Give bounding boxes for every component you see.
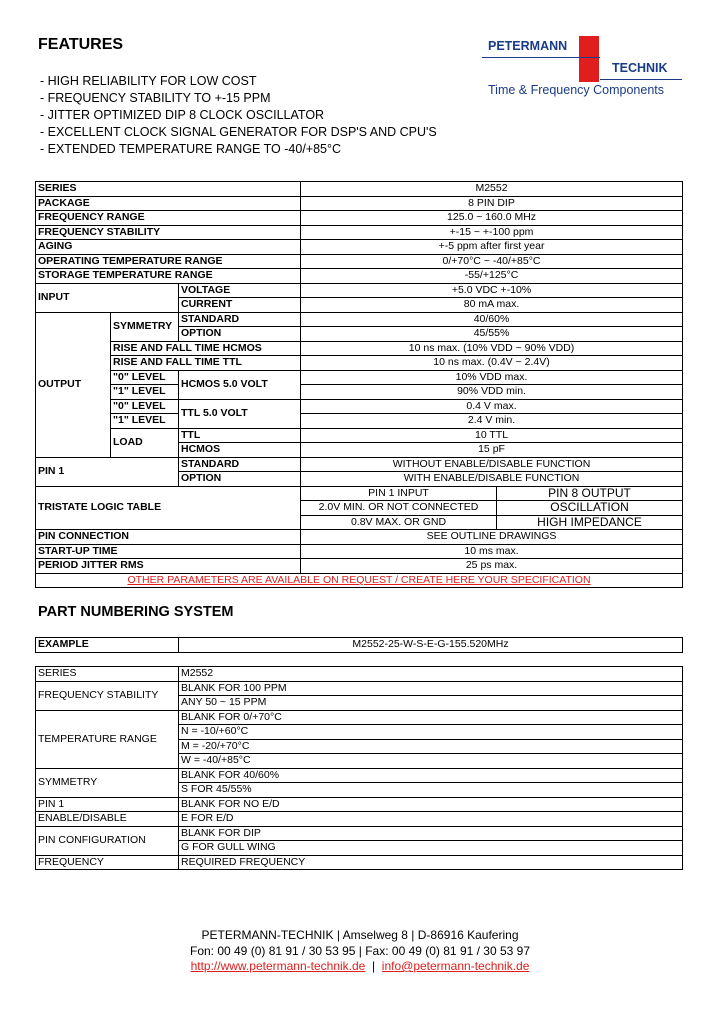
spec-label: RISE AND FALL TIME HCMOS xyxy=(111,341,301,356)
table-row xyxy=(36,710,683,725)
feature-item: - EXTENDED TEMPERATURE RANGE TO -40/+85°C xyxy=(40,142,342,156)
logo-line xyxy=(600,79,682,80)
spec-value: SEE OUTLINE DRAWINGS xyxy=(301,530,683,545)
footer-separator: | xyxy=(365,959,382,973)
table-row xyxy=(36,399,683,414)
footer xyxy=(0,928,720,975)
spec-value: 90% VDD min. xyxy=(301,385,683,400)
spec-value: +5.0 VDC +-10% xyxy=(301,283,683,298)
tristate-cell: 2.0V MIN. OR NOT CONNECTED xyxy=(301,501,497,516)
pn-value: BLANK FOR 100 PPM xyxy=(179,681,683,696)
spec-value: 2.4 V min. xyxy=(301,414,683,429)
logo-name-petermann: PETERMANN xyxy=(488,39,568,53)
spec-value: 10 TTL xyxy=(301,428,683,443)
table-row xyxy=(36,559,683,574)
spec-value: 10 ns max. (10% VDD ~ 90% VDD) xyxy=(301,341,683,356)
spec-value: 10 ms max. xyxy=(301,544,683,559)
table-row xyxy=(36,254,683,269)
spec-label: STORAGE TEMPERATURE RANGE xyxy=(36,269,301,284)
spec-value: 0/+70°C ~ -40/+85°C xyxy=(301,254,683,269)
spec-label: OPTION xyxy=(179,327,301,342)
footer-phone: Fon: 00 49 (0) 81 91 / 30 53 95 | Fax: 00 49 (0) 81 91 / 30 53 97 xyxy=(189,943,530,958)
other-parameters-link[interactable]: OTHER PARAMETERS ARE AVAILABLE ON REQUEST / CREATE HERE YOUR SPECIFICATION xyxy=(36,573,683,588)
spec-label: HCMOS 5.0 VOLT xyxy=(179,370,301,399)
part-numbering-title: PART NUMBERING SYSTEM xyxy=(38,604,234,620)
table-row xyxy=(36,211,683,226)
pn-value: REQUIRED FREQUENCY xyxy=(179,855,683,870)
spec-label: OPTION xyxy=(179,472,301,487)
spec-value: 0.4 V max. xyxy=(301,399,683,414)
features-list xyxy=(40,73,437,158)
table-row xyxy=(36,182,683,197)
spec-label: VOLTAGE xyxy=(179,283,301,298)
table-row xyxy=(36,530,683,545)
pn-value: G FOR GULL WING xyxy=(179,841,683,856)
pn-label: SERIES xyxy=(36,667,179,682)
spec-table xyxy=(35,181,683,588)
example-value: M2552-25-W-S-E-G-155.520MHz xyxy=(179,638,683,653)
feature-item: - EXCELLENT CLOCK SIGNAL GENERATOR FOR DSP'S AND CPU'S xyxy=(40,125,437,139)
pn-label: FREQUENCY STABILITY xyxy=(36,681,179,710)
table-row xyxy=(36,797,683,812)
website-link[interactable]: http://www.petermann-technik.de xyxy=(190,959,366,973)
table-row xyxy=(36,826,683,841)
table-row xyxy=(36,573,683,588)
spec-level-label: "0" LEVEL xyxy=(111,399,179,414)
pn-value: E FOR E/D xyxy=(179,812,683,827)
table-row xyxy=(36,283,683,298)
pn-value: M = -20/+70°C xyxy=(179,739,683,754)
feature-item: - FREQUENCY STABILITY TO +-15 PPM xyxy=(40,91,271,105)
pn-value: M2552 xyxy=(179,667,683,682)
logo-name-technik: TECHNIK xyxy=(612,61,668,75)
feature-item: - JITTER OPTIMIZED DIP 8 CLOCK OSCILLATOR xyxy=(40,108,325,122)
pn-label: PIN 1 xyxy=(36,797,179,812)
table-row xyxy=(36,240,683,255)
spec-value: 125.0 ~ 160.0 MHz xyxy=(301,211,683,226)
table-row xyxy=(36,812,683,827)
spec-level-label: "1" LEVEL xyxy=(111,385,179,400)
pn-label: TEMPERATURE RANGE xyxy=(36,710,179,768)
spec-label: PIN CONNECTION xyxy=(36,530,301,545)
table-row xyxy=(36,196,683,211)
example-table xyxy=(35,637,683,653)
table-row xyxy=(36,544,683,559)
table-row xyxy=(36,428,683,443)
table-row xyxy=(36,486,683,501)
tristate-header: PIN 1 INPUT xyxy=(301,486,497,501)
features-title: FEATURES xyxy=(38,36,124,53)
spec-label: AGING xyxy=(36,240,301,255)
table-row xyxy=(36,667,683,682)
spec-value: +-15 ~ +-100 ppm xyxy=(301,225,683,240)
pn-value: BLANK FOR 0/+70°C xyxy=(179,710,683,725)
spec-value: 10% VDD max. xyxy=(301,370,683,385)
spec-label: FREQUENCY STABILITY xyxy=(36,225,301,240)
pn-label: ENABLE/DISABLE xyxy=(36,812,179,827)
logo-tagline: Time & Frequency Components xyxy=(488,83,665,97)
spec-value: 80 mA max. xyxy=(301,298,683,313)
spec-label: HCMOS xyxy=(179,443,301,458)
table-row xyxy=(36,457,683,472)
spec-level-label: "1" LEVEL xyxy=(111,414,179,429)
spec-label: FREQUENCY RANGE xyxy=(36,211,301,226)
table-row xyxy=(36,638,683,653)
pn-value: W = -40/+85°C xyxy=(179,754,683,769)
footer-links xyxy=(0,959,720,975)
tristate-cell: OSCILLATION xyxy=(497,501,683,516)
spec-group-label: OUTPUT xyxy=(36,312,111,457)
table-row xyxy=(36,225,683,240)
part-number-table xyxy=(35,666,683,870)
table-row xyxy=(36,356,683,371)
tristate-cell: 0.8V MAX. OR GND xyxy=(301,515,497,530)
spec-value: M2552 xyxy=(301,182,683,197)
spec-group-label: TRISTATE LOGIC TABLE xyxy=(36,486,301,530)
pn-value: N = -10/+60°C xyxy=(179,725,683,740)
table-row xyxy=(36,414,683,429)
email-link[interactable]: info@petermann-technik.de xyxy=(381,959,530,973)
table-row xyxy=(36,269,683,284)
pn-label: SYMMETRY xyxy=(36,768,179,797)
spec-label: TTL 5.0 VOLT xyxy=(179,399,301,428)
spec-sub-label: SYMMETRY xyxy=(111,312,179,341)
pn-value: BLANK FOR 40/60% xyxy=(179,768,683,783)
spec-value: WITH ENABLE/DISABLE FUNCTION xyxy=(301,472,683,487)
spec-label: STANDARD xyxy=(179,457,301,472)
spec-value: 40/60% xyxy=(301,312,683,327)
example-label: EXAMPLE xyxy=(36,638,179,653)
spec-value: +-5 ppm after first year xyxy=(301,240,683,255)
spec-label: SERIES xyxy=(36,182,301,197)
pn-label: FREQUENCY xyxy=(36,855,179,870)
spec-label: START-UP TIME xyxy=(36,544,301,559)
table-row xyxy=(36,385,683,400)
spec-level-label: "0" LEVEL xyxy=(111,370,179,385)
spec-label: PERIOD JITTER RMS xyxy=(36,559,301,574)
spec-label: CURRENT xyxy=(179,298,301,313)
tristate-cell: HIGH IMPEDANCE xyxy=(497,515,683,530)
pn-value: BLANK FOR NO E/D xyxy=(179,797,683,812)
table-row xyxy=(36,312,683,327)
spec-value: 45/55% xyxy=(301,327,683,342)
table-row xyxy=(36,341,683,356)
pn-value: BLANK FOR DIP xyxy=(179,826,683,841)
table-row xyxy=(36,681,683,696)
spec-value: 8 PIN DIP xyxy=(301,196,683,211)
spec-value: -55/+125°C xyxy=(301,269,683,284)
spec-label: STANDARD xyxy=(179,312,301,327)
logo-red-bar xyxy=(579,36,599,82)
spec-label: OPERATING TEMPERATURE RANGE xyxy=(36,254,301,269)
spec-group-label: INPUT xyxy=(36,283,179,312)
footer-address: PETERMANN-TECHNIK | Amselweg 8 | D-86916 Kaufering xyxy=(201,928,519,942)
table-row xyxy=(36,768,683,783)
tristate-header: PIN 8 OUTPUT xyxy=(497,486,683,501)
spec-label: RISE AND FALL TIME TTL xyxy=(111,356,301,371)
spec-label: PACKAGE xyxy=(36,196,301,211)
table-row xyxy=(36,855,683,870)
spec-label: TTL xyxy=(179,428,301,443)
feature-item: - HIGH RELIABILITY FOR LOW COST xyxy=(40,74,257,88)
pn-label: PIN CONFIGURATION xyxy=(36,826,179,855)
spec-value: 25 ps max. xyxy=(301,559,683,574)
pn-value: ANY 50 ~ 15 PPM xyxy=(179,696,683,711)
spec-value: WITHOUT ENABLE/DISABLE FUNCTION xyxy=(301,457,683,472)
table-row xyxy=(36,370,683,385)
spec-group-label: PIN 1 xyxy=(36,457,179,486)
spec-value: 15 pF xyxy=(301,443,683,458)
spec-value: 10 ns max. (0.4V ~ 2.4V) xyxy=(301,356,683,371)
spec-sub-label: LOAD xyxy=(111,428,179,457)
pn-value: S FOR 45/55% xyxy=(179,783,683,798)
logo-line xyxy=(482,57,600,58)
